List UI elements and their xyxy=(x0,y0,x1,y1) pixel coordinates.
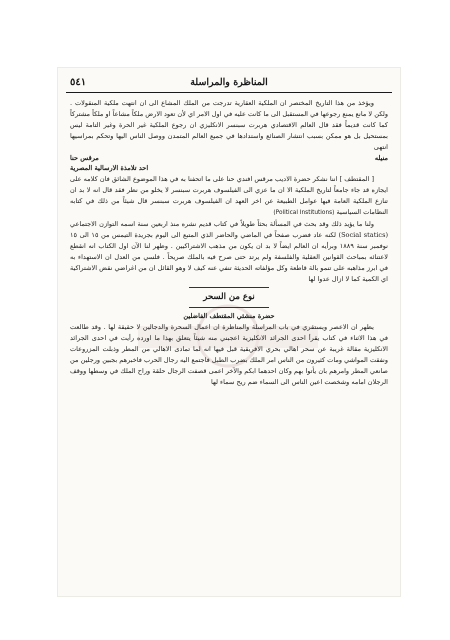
paragraph-2: ولنا ما يؤيد ذلك وقد بحث في المسألة بحثاً طويلاً في كتاب قديم نشره منذ اربعين سنة اسمه التوازن الاجتماعي (Social statics) لكنه عاد فضرب صفحاً في الماضي والحاضر الذي المتبع الى اليوم بجريدة التيمس من ١٥ الى ١٥ نوفمبر سنة ١٨٨٩ وبرأيه ان العالم ايضاً لا بد ان يكون من مذهب الاشتراكيين . وظهر لنا الآن اول الكتاب انه انقطع لاعتنائه بمباحث القوانين العقلية والفلسفة ولم يرتد حتى صرح فيه بالملك صريحاً . فلسي من العدل ان الاستهداء به في ابرز مذاهبه على تنمو بالة قاطعة وكل مؤلفاته الحديثة تنفي عنه كيف لا وهو القائل ان من اغراضي نقض الاشتراكية اي الكمية كما لا ازال عدوا لها xyxy=(70,219,389,283)
paragraph-3: يظهر ان الاعصر ويستقري في باب المراسلة والمناظرة ان اعمال السحرة والدجالين لا حقيقة لها . وقد طالعت في هذا الاثناء في كتاب يقرأ احدى الجرائد الانكليزية اعجبني منه شيئاً يتعلق بهذا ما اورده رأيت في احدى الجرائد الانكليزية مقالة غريبة عن سحر اهالي بحري الافريقية قبل فيها انه لما تمادى الاهالي من المطر وذبلت المزروعات ونفقت المواشي ومات كثيرون من الناس امر الملك بضرب الطبل فاجتمع اليه رجال الحرب فاخبرهم بجبين ورجلين من صانعي المطر وامرهم بان يأتوا بهم وكان احدهما ابكم والآخر اعمى قصفت الرجال حلقة وراح الملك في وسطها ووقف الرجلان امامه وشخصت اعين الناس الى السماء ضم ريح سماء لها xyxy=(70,323,388,386)
section-divider xyxy=(189,287,269,288)
running-title: المناظرة والمراسلة xyxy=(190,77,268,88)
section-salutation: حضرة منشئي المقتطف الفاضلين xyxy=(183,312,275,321)
editor-note xyxy=(70,174,388,219)
section-title: نوع من السحر xyxy=(203,292,255,303)
signature-block xyxy=(70,153,388,164)
editor-note-text: [ المقتطف ] اننا نشكر حضرة الاديب مرقس افندي حنا على ما اتحفنا به في هذا الموضوع الشائق فان كلامه على ايجازه قد جاء جامعاً لتاريخ الملكية الا ان ما عزي الى الفيلسوف هربرت سبنسر لا يخلو من نظر فقد قال انه لا بد ان تنازع الملكية العامة فيها عوامل الطبيعة عن اخر العهد ان الفيلسوف هربرت سبنسر قال شيئاً من ذلك في كتابه النظامات السياسية xyxy=(70,175,388,217)
article-body xyxy=(70,98,388,582)
document-page xyxy=(58,68,400,596)
signature-affiliation-row xyxy=(70,163,388,174)
signature-place: منيله xyxy=(374,153,388,162)
signature-author: مرقس حنا xyxy=(70,153,99,162)
english-reference: (Political Institutions) xyxy=(273,210,335,217)
page-number: ٥٤١ xyxy=(70,77,87,88)
page-header xyxy=(66,76,392,93)
signature-affiliation: احد تلامذة الارسالية المصرية xyxy=(70,164,149,173)
section-divider-2 xyxy=(189,307,269,308)
paragraph-1: ويؤخذ من هذا التاريخ المختصر ان الملكية العقارية تدرجت من الملك المشاع الى ان انتهت ملكية المنقولات . ولكن لا مانع يمنع رجوعها في المستقبل الى ما كانت عليه في اول الامر اي لأن تعود الارض ملكاً مشاعاً او ملكاً مشتركاً كما كانت قديماً فقد قال العالم الاقتصادي هربرت سبنسر الانكليزي ان رجوع الملكية غير الحرة وغير التامة ليس بمستحيل بل هو ممكن بسبب انتشار الصنائع واستدادها في جميع العالم المتمدن ووصل الناس اليها وتحكم بمراسيها انتهى xyxy=(70,99,388,151)
